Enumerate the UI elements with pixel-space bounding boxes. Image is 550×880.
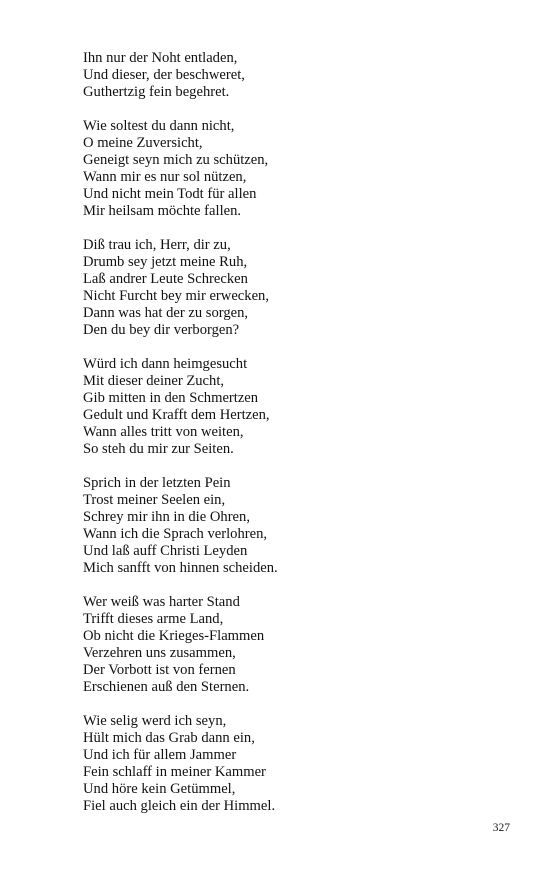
poem-line: Mit dieser deiner Zucht, (83, 373, 225, 389)
poem-line: Der Vorbott ist von fernen (83, 662, 236, 678)
stanza-7 (83, 713, 503, 815)
poem-line: Mir heilsam möchte fallen. (83, 203, 242, 219)
page-number: 327 (492, 822, 510, 834)
poem-line: Ihn nur der Noht entladen, (83, 50, 238, 66)
poem-line: Wann mir es nur sol nützen, (83, 169, 247, 185)
poem-line: Dann was hat der zu sorgen, (83, 305, 249, 321)
poem-line: Trifft dieses arme Land, (83, 611, 224, 627)
poem-line: Trost meiner Seelen ein, (83, 492, 226, 508)
poem-line: Wann ich die Sprach verlohren, (83, 526, 268, 542)
poem-line: Fiel auch gleich ein der Himmel. (83, 798, 276, 814)
poem-line: Nicht Furcht bey mir erwecken, (83, 288, 270, 304)
stanza-5 (83, 475, 503, 577)
poem-line: Fein schlaff in meiner Kammer (83, 764, 266, 780)
poem-line: So steh du mir zur Seiten. (83, 441, 234, 457)
poem-line: Und höre kein Getümmel, (83, 781, 236, 797)
poem-line: Sprich in der letzten Pein (83, 475, 231, 491)
poem-line: Gedult und Krafft dem Hertzen, (83, 407, 270, 423)
poem-line: Guthertzig fein begehret. (83, 84, 230, 100)
stanza-6 (83, 594, 503, 696)
poem-line: Wie soltest du dann nicht, (83, 118, 235, 134)
poem-line: Würd ich dann heimgesucht (83, 356, 248, 372)
poem-body (83, 50, 503, 832)
poem-line: Verzehren uns zusammen, (83, 645, 236, 661)
poem-line: Und nicht mein Todt für allen (83, 186, 257, 202)
stanza-3 (83, 237, 503, 339)
poem-line: Diß trau ich, Herr, dir zu, (83, 237, 231, 253)
stanza-2 (83, 118, 503, 220)
poem-line: Drumb sey jetzt meine Ruh, (83, 254, 248, 270)
poem-line: Wann alles tritt von weiten, (83, 424, 244, 440)
poem-line: Ob nicht die Krieges-Flammen (83, 628, 265, 644)
poem-line: Wie selig werd ich seyn, (83, 713, 227, 729)
poem-line: Hült mich das Grab dann ein, (83, 730, 255, 746)
poem-line: Den du bey dir verborgen? (83, 322, 240, 338)
poem-line: Und laß auff Christi Leyden (83, 543, 248, 559)
poem-line: Geneigt seyn mich zu schützen, (83, 152, 269, 168)
poem-line: Schrey mir ihn in die Ohren, (83, 509, 250, 525)
poem-line: Und dieser, der beschweret, (83, 67, 245, 83)
poem-line: Erschienen auß den Sternen. (83, 679, 250, 695)
stanza-4 (83, 356, 503, 458)
stanza-1 (83, 50, 503, 101)
poem-line: Mich sanfft von hinnen scheiden. (83, 560, 278, 576)
poem-line: Laß andrer Leute Schrecken (83, 271, 248, 287)
poem-line: Und ich für allem Jammer (83, 747, 237, 763)
poem-line: O meine Zuversicht, (83, 135, 203, 151)
poem-line: Gib mitten in den Schmertzen (83, 390, 259, 406)
poem-line: Wer weiß was harter Stand (83, 594, 240, 610)
